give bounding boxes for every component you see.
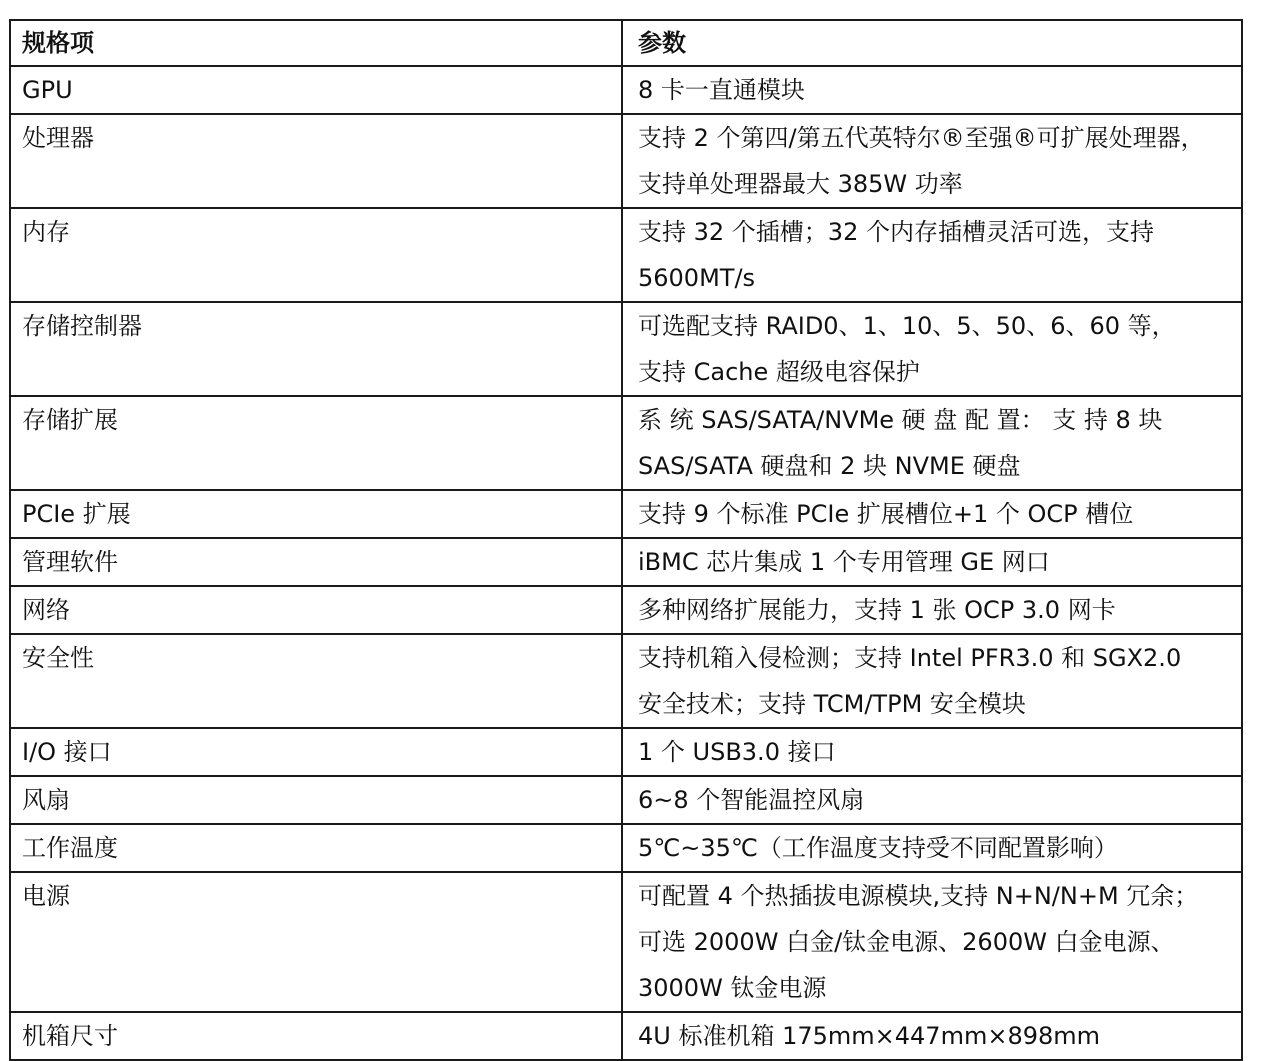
spec-item-cell: 处理器: [10, 114, 622, 208]
spec-value-line: 可选 2000W 白金/钛金电源、2600W 白金电源、: [638, 928, 1175, 956]
spec-item-cell: PCIe 扩展: [10, 490, 622, 538]
spec-value-cell: [622, 114, 1242, 208]
spec-value-line: 支持 2 个第四/第五代英特尔®至强®可扩展处理器，: [638, 124, 1205, 152]
table-row: [10, 490, 1242, 538]
spec-value-cell: [622, 302, 1242, 396]
spec-item-cell: 工作温度: [10, 824, 622, 872]
spec-value-cell: [622, 208, 1242, 302]
spec-value-line: 4U 标准机箱 175mm×447mm×898mm: [638, 1022, 1101, 1050]
table-row: [10, 872, 1242, 1012]
spec-value-line: 支持 32 个插槽；32 个内存插槽灵活可选，支持: [638, 218, 1154, 246]
table-row: [10, 776, 1242, 824]
spec-value-line: 系 统 SAS/SATA/NVMe 硬 盘 配 置： 支 持 8 块: [638, 406, 1163, 434]
spec-value-line: 5℃~35℃（工作温度支持受不同配置影响）: [638, 834, 1118, 862]
spec-value-line: 5600MT/s: [638, 264, 756, 292]
spec-value-line: 6~8 个智能温控风扇: [638, 786, 865, 814]
spec-item-cell: 管理软件: [10, 538, 622, 586]
table-row: [10, 634, 1242, 728]
spec-value-line: SAS/SATA 硬盘和 2 块 NVME 硬盘: [638, 452, 1021, 480]
spec-item-cell: GPU: [10, 66, 622, 114]
spec-value-cell: [622, 490, 1242, 538]
spec-value-line: 8 卡一直通模块: [638, 76, 805, 104]
table-row: [10, 728, 1242, 776]
spec-value-line: 支持机箱入侵检测；支持 Intel PFR3.0 和 SGX2.0: [638, 644, 1182, 672]
spec-value-line: 安全技术；支持 TCM/TPM 安全模块: [638, 690, 1026, 718]
spec-value-cell: [622, 824, 1242, 872]
header-row: [10, 20, 1242, 66]
spec-value-line: 支持 Cache 超级电容保护: [638, 358, 920, 386]
spec-item-cell: 风扇: [10, 776, 622, 824]
spec-value-cell: [622, 1012, 1242, 1060]
spec-item-cell: 存储控制器: [10, 302, 622, 396]
spec-item-cell: I/O 接口: [10, 728, 622, 776]
spec-item-cell: 网络: [10, 586, 622, 634]
header-parameter: 参数: [622, 20, 1242, 66]
table-row: [10, 586, 1242, 634]
table-row: [10, 302, 1242, 396]
table-row: [10, 208, 1242, 302]
spec-value-line: 多种网络扩展能力，支持 1 张 OCP 3.0 网卡: [638, 596, 1116, 624]
spec-table: [9, 19, 1243, 1061]
table-row: [10, 114, 1242, 208]
table-row: [10, 396, 1242, 490]
spec-table-body: [10, 66, 1242, 1060]
spec-item-cell: 机箱尺寸: [10, 1012, 622, 1060]
spec-value-cell: [622, 872, 1242, 1012]
spec-value-cell: [622, 66, 1242, 114]
spec-value-line: 支持单处理器最大 385W 功率: [638, 170, 963, 198]
table-row: [10, 1012, 1242, 1060]
spec-value-line: 3000W 钛金电源: [638, 974, 827, 1002]
spec-item-cell: 内存: [10, 208, 622, 302]
spec-value-line: 支持 9 个标准 PCIe 扩展槽位+1 个 OCP 槽位: [638, 500, 1134, 528]
spec-value-line: 可选配支持 RAID0、1、10、5、50、6、60 等，: [638, 312, 1176, 340]
spec-item-cell: 电源: [10, 872, 622, 1012]
spec-value-line: 1 个 USB3.0 接口: [638, 738, 836, 766]
spec-table-header: [10, 20, 1242, 66]
spec-value-cell: [622, 396, 1242, 490]
spec-value-line: 可配置 4 个热插拔电源模块,支持 N+N/N+M 冗余；: [638, 882, 1199, 910]
spec-value-cell: [622, 586, 1242, 634]
spec-item-cell: 存储扩展: [10, 396, 622, 490]
table-row: [10, 824, 1242, 872]
spec-value-line: iBMC 芯片集成 1 个专用管理 GE 网口: [638, 548, 1050, 576]
spec-value-cell: [622, 634, 1242, 728]
table-row: [10, 66, 1242, 114]
spec-value-cell: [622, 538, 1242, 586]
spec-item-cell: 安全性: [10, 634, 622, 728]
spec-value-cell: [622, 728, 1242, 776]
header-spec-item: 规格项: [10, 20, 622, 66]
spec-value-cell: [622, 776, 1242, 824]
table-row: [10, 538, 1242, 586]
